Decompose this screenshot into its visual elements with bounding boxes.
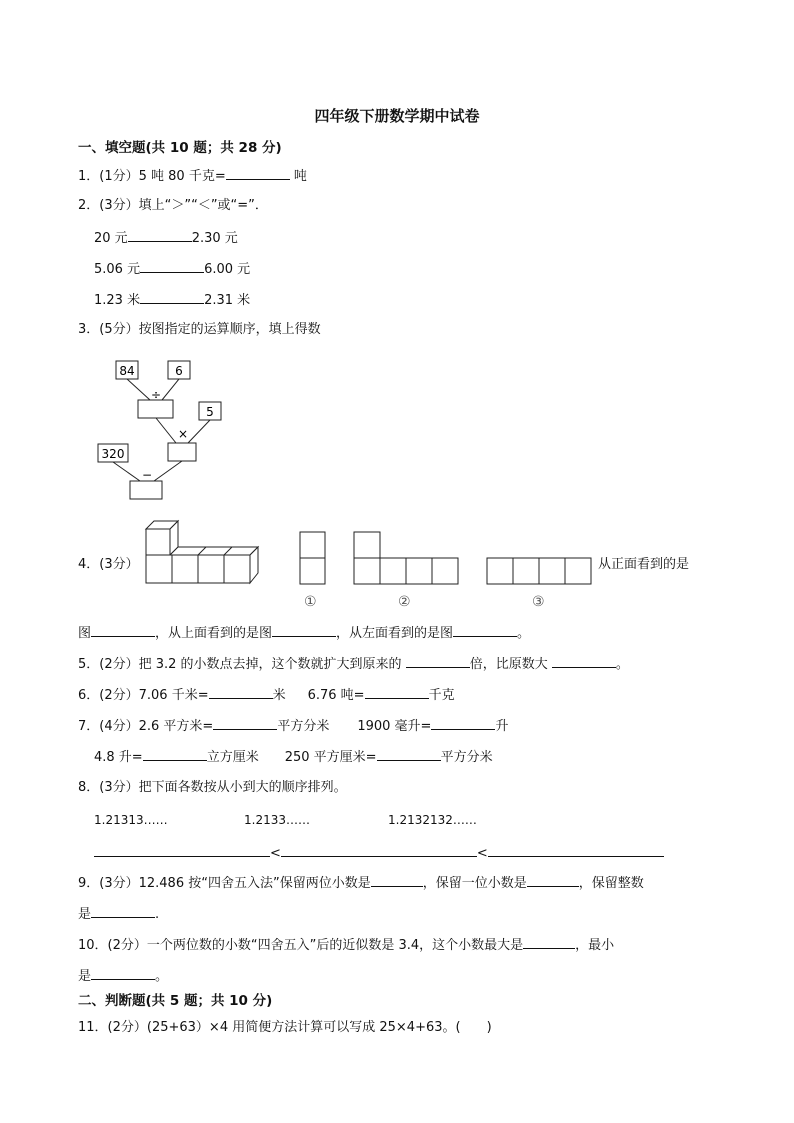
question-9: 9．(3分）12.486 按“四舍五入法”保留两位小数是 ，保留一位小数是 ，保留整数 — [78, 876, 644, 891]
number-item: 1.2132132…… — [388, 813, 477, 827]
result-box-divide — [138, 400, 173, 418]
question-4-answer-line: 图 ，从上面看到的是图 ，从左面看到的是图 。 — [78, 626, 531, 641]
answer-blank[interactable] — [128, 229, 192, 242]
answer-blank[interactable] — [527, 874, 579, 887]
ordering-line: < < — [94, 844, 664, 862]
question-10-cont: 是 。 — [78, 969, 169, 984]
question-1: 1．(1分）5 吨 80 千克= 吨 — [78, 169, 307, 184]
number-label: 84 — [119, 364, 135, 378]
question-3: 3．(5分）按图指定的运算顺序，填上得数 — [78, 322, 321, 337]
answer-blank[interactable] — [281, 844, 477, 857]
question-9-cont: 是 . — [78, 907, 160, 922]
view-figure-2 — [350, 530, 462, 586]
answer-blank[interactable] — [431, 717, 495, 730]
answer-blank[interactable] — [377, 748, 441, 761]
question-4-prompt: 从正面看到的是 — [598, 557, 690, 572]
answer-blank[interactable] — [213, 717, 277, 730]
question-10: 10．(2分）一个两位数的小数“四舍五入”后的近似数是 3.4，这个小数最大是 ，最小 — [78, 938, 615, 953]
answer-blank[interactable] — [140, 291, 204, 304]
question-11: 11．(2分）(25+63）×4 用简便方法计算可以写成 25×4+63。( ) — [78, 1020, 492, 1035]
page-title: 四年级下册数学期中试卷 — [314, 107, 480, 125]
number-item: 1.2133…… — [244, 813, 310, 827]
section-heading-fill-in: 一、填空题(共 10 题；共 28 分) — [78, 140, 282, 156]
answer-blank[interactable] — [406, 655, 470, 668]
answer-blank[interactable] — [488, 844, 664, 857]
figure-label: ① — [304, 594, 317, 610]
number-label: 320 — [101, 447, 125, 461]
answer-blank[interactable] — [365, 686, 429, 699]
number-label: 6 — [175, 364, 183, 378]
question-5: 5．(2分）把 3.2 的小数点去掉，这个数就扩大到原来的 倍，比原数大 。 — [78, 657, 629, 672]
answer-blank[interactable] — [272, 624, 336, 637]
operator-multiply: × — [177, 427, 189, 441]
view-figure-1 — [296, 530, 330, 586]
operator-subtract: − — [141, 468, 153, 482]
answer-blank[interactable] — [91, 967, 155, 980]
number-item: 1.21313…… — [94, 813, 168, 827]
question-8: 8．(3分）把下面各数按从小到大的顺序排列。 — [78, 780, 347, 795]
answer-blank[interactable] — [371, 874, 423, 887]
compare-row: 1.23 米 2.31 米 — [94, 293, 251, 308]
result-box-subtract — [130, 481, 162, 499]
answer-blank[interactable] — [552, 655, 616, 668]
answer-blank[interactable] — [523, 936, 575, 949]
answer-blank[interactable] — [94, 844, 270, 857]
result-box-multiply — [168, 443, 196, 461]
question-7-row-2: 4.8 升= 立方厘米 250 平方厘米= 平方分米 — [94, 750, 493, 765]
view-figure-3 — [484, 555, 594, 587]
figure-label: ② — [398, 594, 411, 610]
answer-blank[interactable] — [209, 686, 273, 699]
operator-divide: ÷ — [150, 388, 162, 402]
number-label: 5 — [206, 405, 214, 419]
question-4: 4．(3分） — [78, 557, 139, 572]
question-7: 7．(4分）2.6 平方米= 平方分米 1900 毫升= 升 — [78, 719, 509, 734]
section-heading-true-false: 二、判断题(共 5 题；共 10 分) — [78, 993, 273, 1009]
figure-label: ③ — [532, 594, 545, 610]
answer-blank[interactable] — [91, 624, 155, 637]
answer-blank[interactable] — [453, 624, 517, 637]
answer-blank[interactable] — [143, 748, 207, 761]
compare-row: 5.06 元 6.00 元 — [94, 262, 251, 277]
cube-solid-figure — [140, 515, 270, 587]
answer-blank[interactable] — [226, 167, 290, 180]
question-2: 2．(3分）填上“＞”“＜”或“=”． — [78, 198, 268, 213]
compare-row: 20 元 2.30 元 — [94, 231, 238, 246]
question-6: 6．(2分）7.06 千米= 米 6.76 吨= 千克 — [78, 688, 455, 703]
answer-blank[interactable] — [91, 905, 155, 918]
answer-blank[interactable] — [140, 260, 204, 273]
operation-flow-diagram — [90, 355, 230, 505]
